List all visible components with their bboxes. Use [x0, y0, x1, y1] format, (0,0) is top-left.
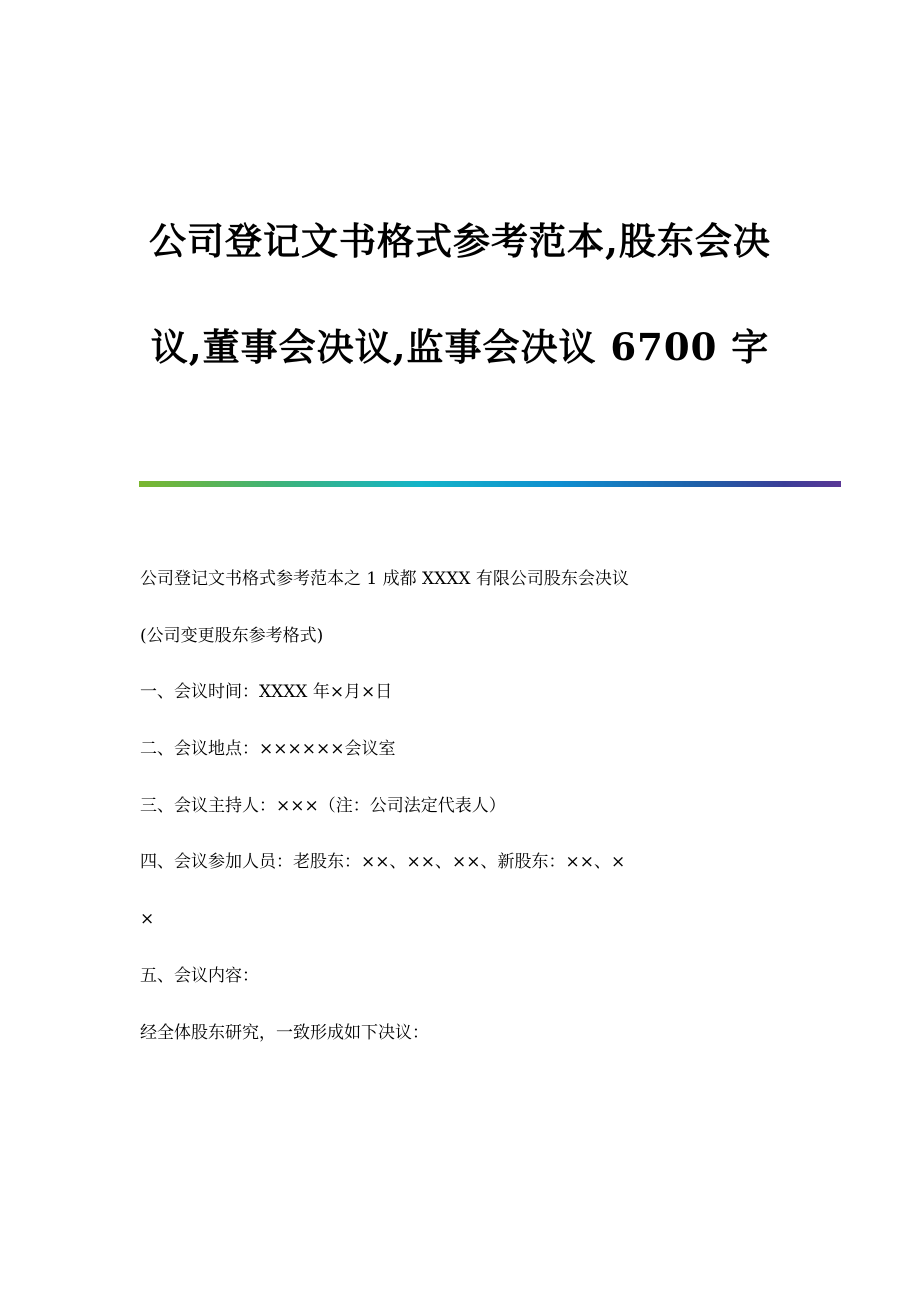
- body-line-subheading: (公司变更股东参考格式): [140, 625, 324, 646]
- body-line-attendees-continued: ×: [140, 909, 155, 930]
- title-line-1: 公司登记文书格式参考范本,股东会决: [149, 219, 771, 263]
- title-line-2: 议,董事会决议,监事会决议 6700 字: [150, 325, 770, 369]
- document-body: [140, 562, 780, 1072]
- body-line-attendees: 四、会议参加人员：老股东：××、××、××、新股东：××、×: [140, 852, 626, 873]
- body-line-resolution-intro: 经全体股东研究，一致形成如下决议：: [140, 1022, 429, 1043]
- body-line-meeting-host: 三、会议主持人：×××（注：公司法定代表人）: [140, 795, 506, 816]
- gradient-divider: [139, 481, 841, 487]
- body-line-meeting-time: 一、会议时间：XXXX 年×月×日: [140, 682, 393, 703]
- body-line-meeting-place: 二、会议地点：××××××会议室: [140, 739, 396, 760]
- body-line-heading: 公司登记文书格式参考范本之 1 成都 XXXX 有限公司股东会决议: [140, 569, 629, 589]
- body-line-meeting-content: 五、会议内容：: [140, 965, 259, 986]
- document-title: [100, 188, 820, 400]
